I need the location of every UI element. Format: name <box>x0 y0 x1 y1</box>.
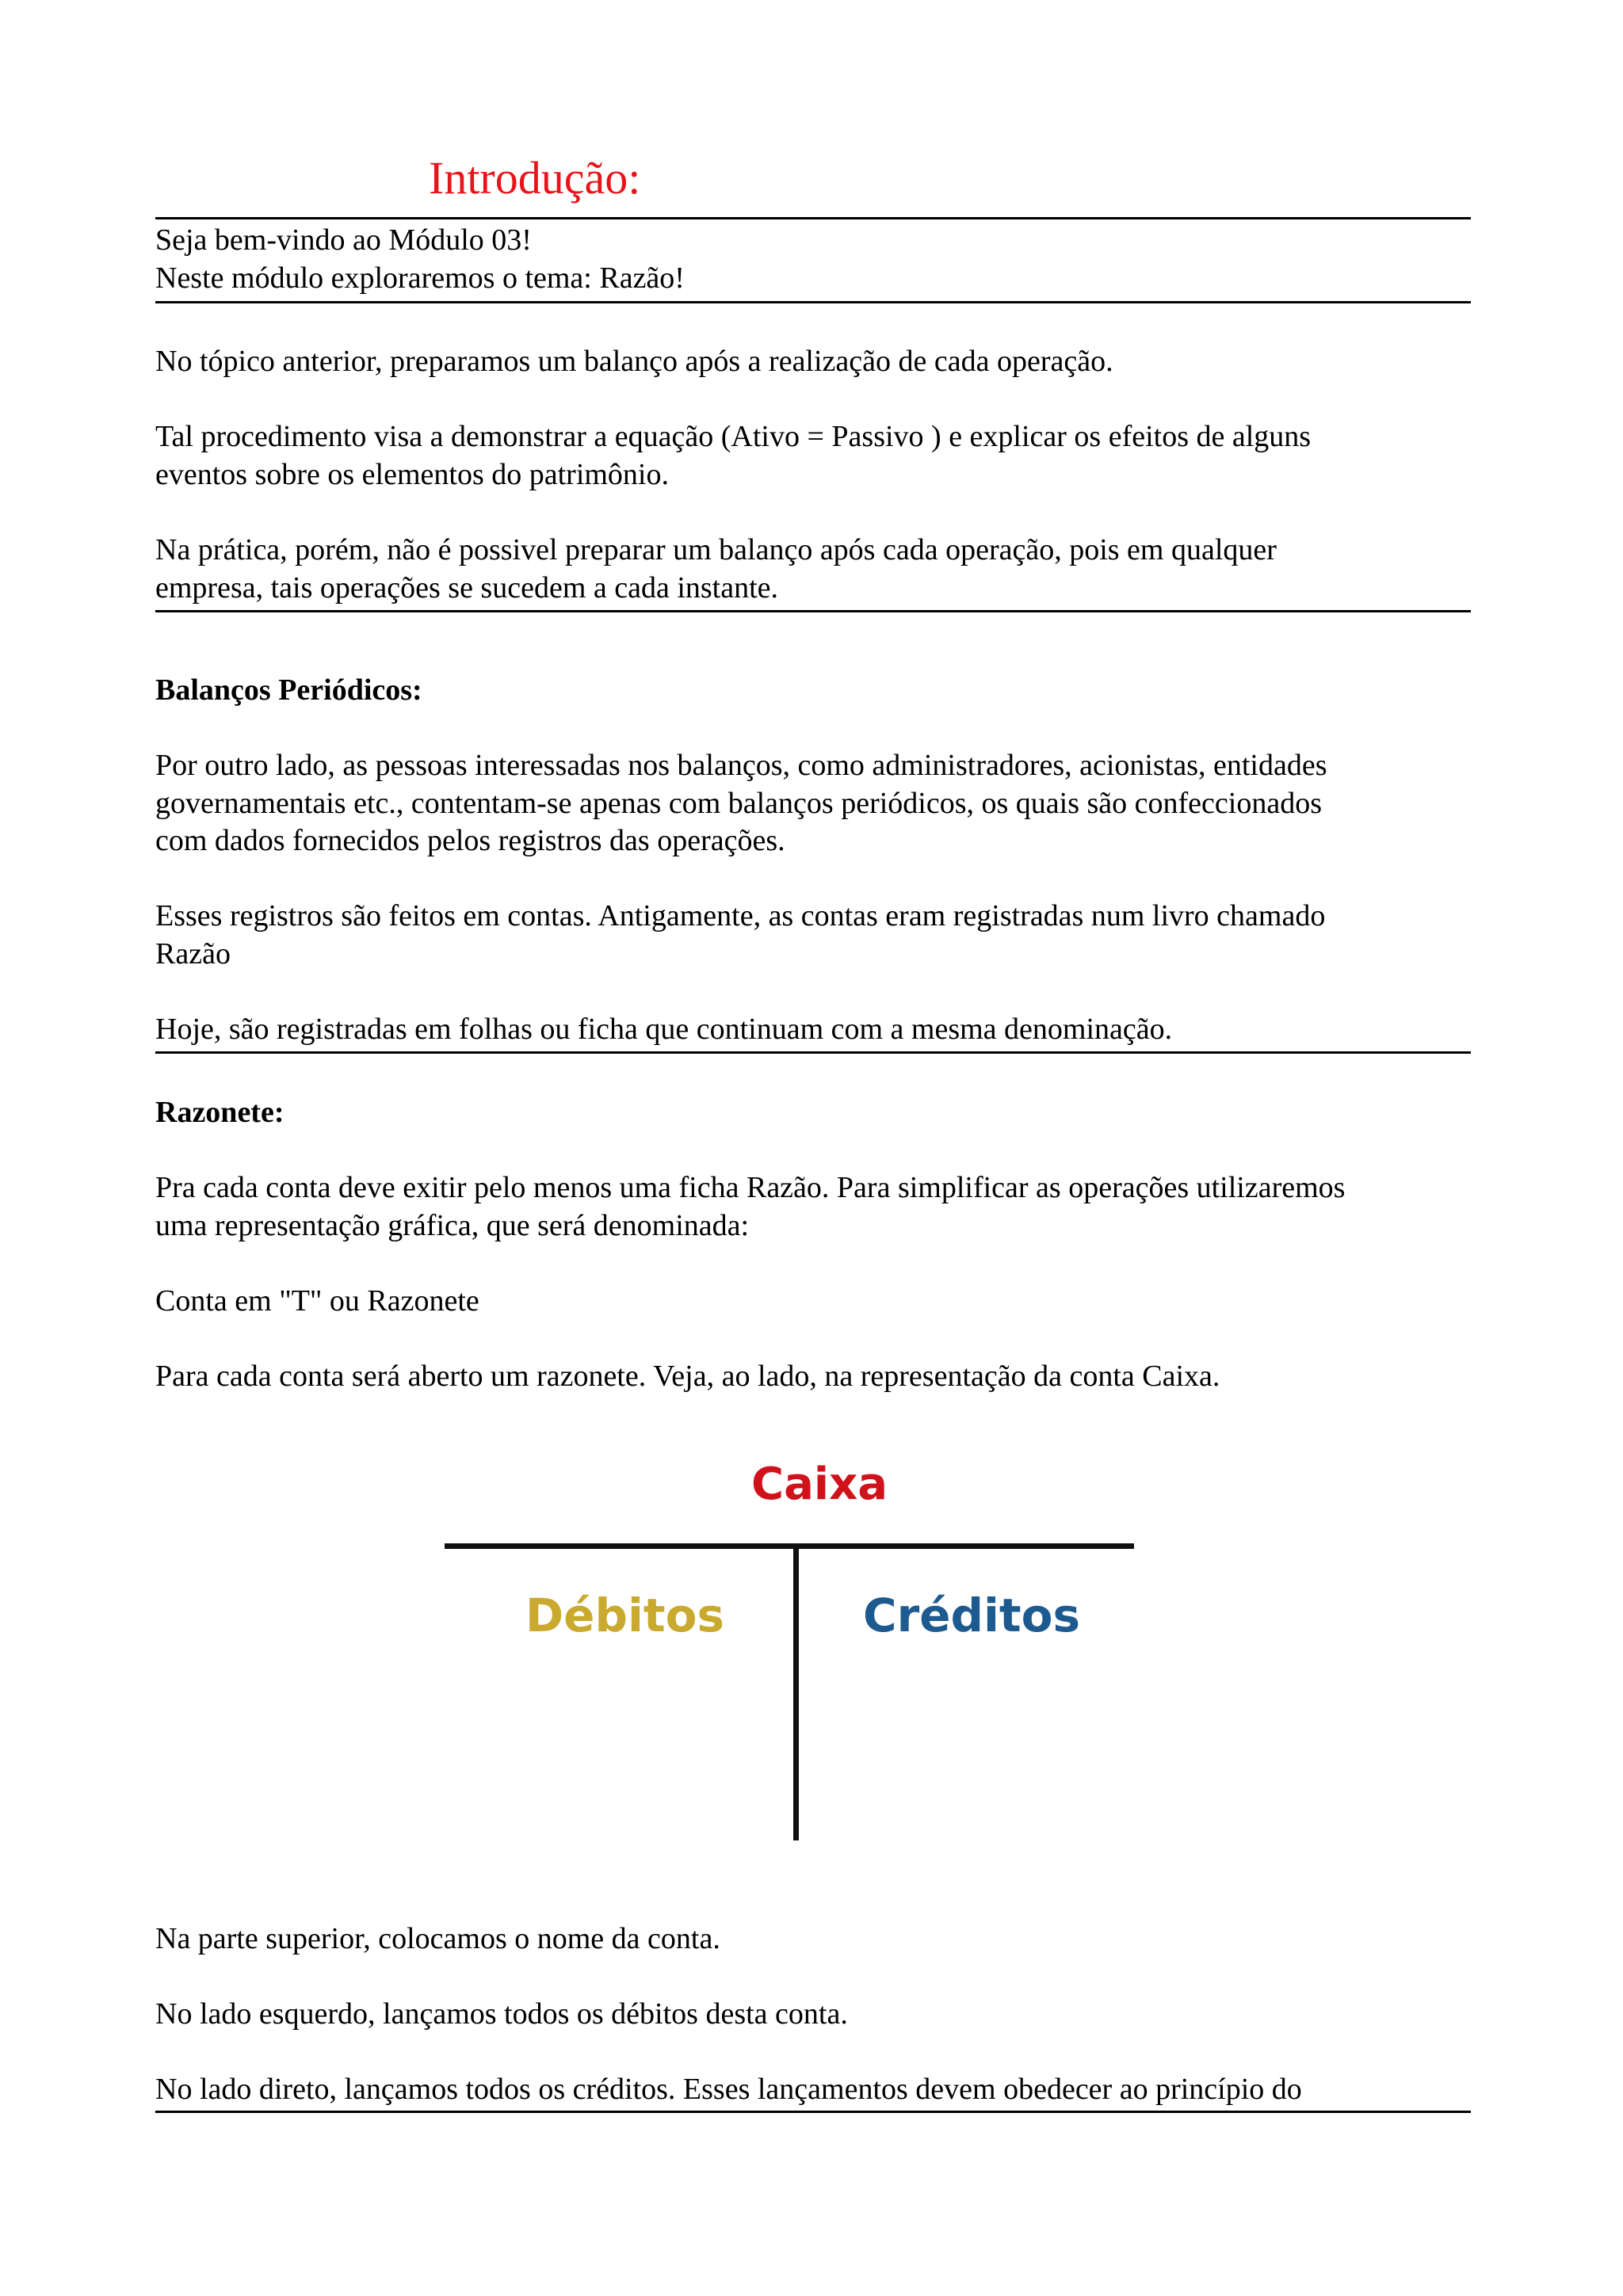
paragraph-line: Hoje, são registradas em folhas ou ficha que continuam com a mesma denominação. <box>155 1013 1173 1046</box>
divider <box>155 2111 1471 2113</box>
paragraph-line: governamentais etc., contentam-se apenas com balanços periódicos, os quais são confeccionados <box>155 787 1322 820</box>
paragraph-line: Conta em "T" ou Razonete <box>155 1284 479 1318</box>
paragraph-line: No lado direto, lançamos todos os créditos. Esses lançamentos devem obedecer ao princípio do <box>155 2073 1302 2106</box>
divider <box>155 610 1471 612</box>
paragraph-line: empresa, tais operações se sucedem a cada instante. <box>155 571 779 605</box>
section-heading-razonete: Razonete: <box>155 1096 285 1129</box>
intro-line-welcome: Seja bem-vindo ao Módulo 03! <box>155 223 532 257</box>
paragraph-line: uma representação gráfica, que será denominada: <box>155 1209 750 1242</box>
divider <box>155 217 1471 219</box>
divider <box>155 301 1471 303</box>
paragraph-line: eventos sobre os elementos do patrimônio. <box>155 458 669 491</box>
t-account-horizontal-bar <box>445 1543 1134 1549</box>
paragraph-line: Por outro lado, as pessoas interessadas nos balanços, como administradores, acionistas, entidades <box>155 749 1327 782</box>
t-account-debits-label: Débitos <box>525 1589 724 1642</box>
paragraph-line: Razão <box>155 937 231 971</box>
t-account-diagram <box>445 1456 1134 1844</box>
intro-line-topic: Neste módulo exploraremos o tema: Razão! <box>155 261 685 295</box>
page-title: Introdução: <box>429 152 641 204</box>
t-account-vertical-bar <box>793 1543 799 1840</box>
paragraph-line: Pra cada conta deve exitir pelo menos uma ficha Razão. Para simplificar as operações utilizaremos <box>155 1171 1346 1204</box>
t-account-credits-label: Créditos <box>863 1589 1080 1642</box>
paragraph-line: com dados fornecidos pelos registros das operações. <box>155 824 785 857</box>
divider <box>155 1051 1471 1054</box>
t-account-name <box>445 1459 1134 1510</box>
section-heading-balancos: Balanços Periódicos: <box>155 673 422 707</box>
paragraph-line: Na prática, porém, não é possivel preparar um balanço após cada operação, pois em qualquer <box>155 533 1277 566</box>
paragraph-line: No lado esquerdo, lançamos todos os débitos desta conta. <box>155 1997 848 2031</box>
paragraph-line: Na parte superior, colocamos o nome da conta. <box>155 1922 720 1955</box>
paragraph-line: Para cada conta será aberto um razonete. Veja, ao lado, na representação da conta Caixa. <box>155 1360 1220 1393</box>
paragraph-line: Esses registros são feitos em contas. Antigamente, as contas eram registradas num livro chamado <box>155 899 1326 933</box>
paragraph-line: No tópico anterior, preparamos um balanço após a realização de cada operação. <box>155 345 1113 378</box>
paragraph-line: Tal procedimento visa a demonstrar a equação (Ativo = Passivo ) e explicar os efeitos de alguns <box>155 420 1312 453</box>
t-account-name-text: Caixa <box>751 1459 888 1510</box>
